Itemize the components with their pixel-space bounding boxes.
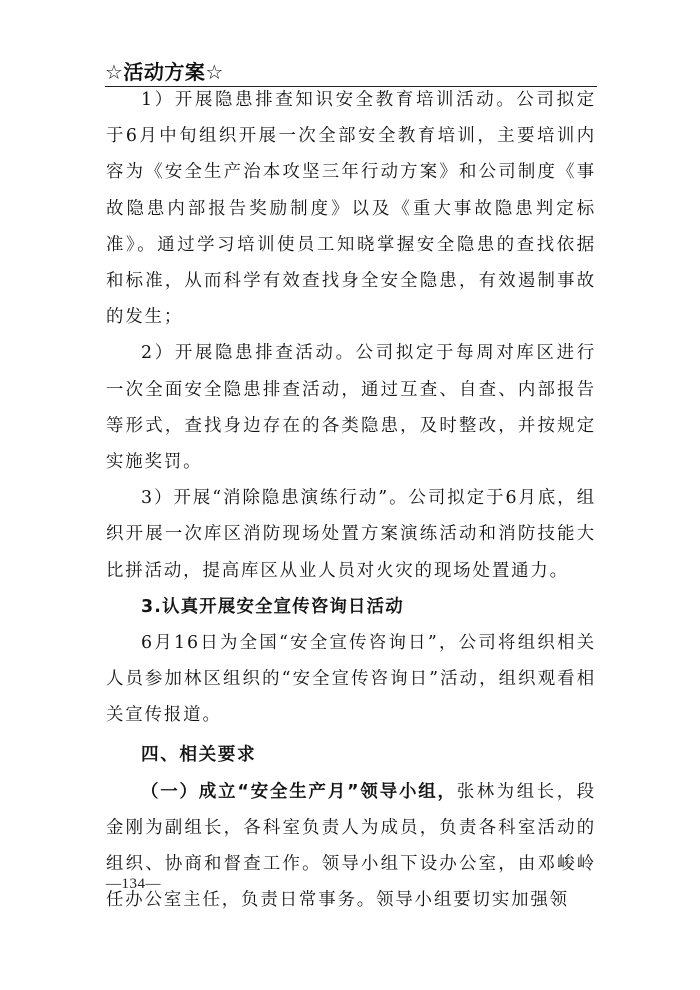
paragraph-consultation-day: 6月16日为全国“安全宣传咨询日”，公司将组织相关人员参加林区组织的“安全宣传咨询日”活动，组织观看相关宣传报道。 [106, 633, 596, 726]
paragraph-hazard-inspection: 2）开展隐患排查活动。公司拟定于每周对库区进行一次全面安全隐患排查活动，通过互查、自查、内部报告等形式，查找身边存在的各类隐患，及时整改，并按规定实施奖罚。 [106, 343, 596, 473]
paragraph-training-activity: 1）开展隐患排查知识安全教育培训活动。公司拟定于6月中旬组织开展一次全部安全教育培训，主要培训内容为《安全生产治本攻坚三年行动方案》和公司制度《事故隐患内部报告奖励制度》以及《重大事故隐患判定标准》。通过学习培训使员工知晓掌握安全隐患的查找依据和标准，从而科学有效查找身全安全隐患，有效遏制事故的发生； [106, 90, 596, 328]
leading-group-text: 张林为组长，段金刚为副组长，各科室负责人为成员，负责各科室活动的组织、协商和督查工作。领导小组下设办公室，由邓峻岭任办公室主任，负责日常事务。领导小组要切实加强领 [106, 781, 596, 911]
header-title: ☆活动方案☆ [105, 60, 224, 84]
paragraph-drill-action: 3）开展“消除隐患演练行动”。公司拟定于6月底，组织开展一次库区消防现场处置方案演练活动和消防技能大比拼活动，提高库区从业人员对火灾的现场处置通力。 [106, 488, 596, 581]
leading-group-lead: （一）成立“安全生产月”领导小组， [141, 781, 457, 802]
section-heading-consultation-day: 3.认真开展安全宣传咨询日活动 [141, 596, 404, 617]
paragraph-leading-group [106, 774, 596, 919]
page-number: —134— [106, 876, 161, 892]
section-heading-requirements: 四、相关要求 [141, 744, 257, 765]
document-body [106, 82, 596, 918]
